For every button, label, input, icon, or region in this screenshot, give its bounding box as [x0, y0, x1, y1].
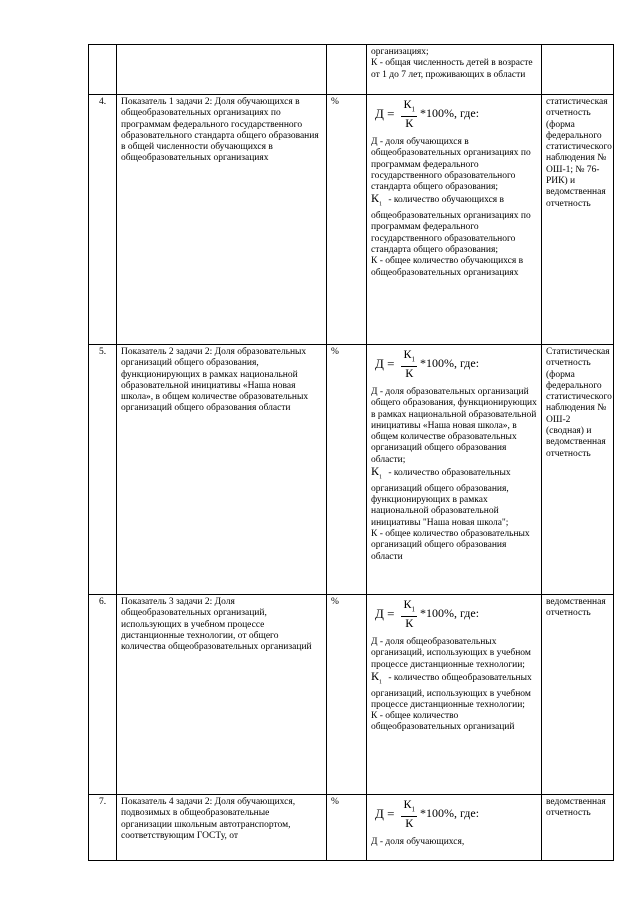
- formula-denominator: К: [405, 616, 414, 631]
- formula-fraction: [401, 598, 417, 630]
- formula-cell: [367, 795, 542, 861]
- formula-lhs: Д =: [375, 606, 395, 622]
- formula-denominator: К: [405, 116, 414, 131]
- table-row-5: [89, 345, 614, 595]
- cell-source: [542, 45, 614, 95]
- desc-d: Д - доля обучающихся,: [371, 837, 465, 847]
- formula-rest: *100%, где:: [419, 606, 480, 621]
- formula: [375, 97, 537, 131]
- k1-sub: 1: [379, 201, 383, 208]
- desc-d: Д - доля обучающихся в общеобразовательных организациях по программам федерального государственного образовательного стандарта общего образования;: [371, 137, 531, 193]
- formula-rest: *100%, где:: [419, 806, 480, 821]
- row-number: 5.: [89, 345, 117, 595]
- source-text: статистическая отчетность (форма федерального статистического наблюдения № ОШ-1; № 76-РИК) и ведомственная отчетность: [542, 95, 614, 345]
- formula-lhs: Д =: [375, 806, 395, 822]
- formula-cell: [367, 595, 542, 795]
- desc-d: Д - доля общеобразовательных организаций, использующих в учебном процессе дистанционные технологии;: [371, 637, 531, 670]
- formula-fraction: [401, 348, 417, 380]
- cell-unit: [327, 45, 367, 95]
- formula-cell: [367, 345, 542, 595]
- k1-letter: К: [371, 191, 380, 206]
- desc-k: К - общее количество общеобразовательных организаций: [371, 711, 515, 733]
- formula-numerator-sub: 1: [411, 355, 415, 364]
- formula-cell: [367, 95, 542, 345]
- table-row-4: [89, 95, 614, 345]
- table-row-6: [89, 595, 614, 795]
- desc-k1: - количество образовательных организаций общего образования, функционирующих в рамках национальной образовательной инициативы "Наша новая школа";: [371, 468, 511, 528]
- formula-denominator: К: [405, 816, 414, 831]
- formula-lhs: Д =: [375, 106, 395, 122]
- source-text: ведомственная отчетность: [542, 795, 614, 861]
- formula: [375, 797, 537, 831]
- k1-symbol: [371, 191, 383, 208]
- desc-k: К - общее количество обучающихся в общеобразовательных организациях: [371, 256, 524, 278]
- formula-rest: *100%, где:: [419, 106, 480, 121]
- desc-k1: - количество обучающихся в общеобразовательных организациях по программам федерального государственного образовательного стандарта общего образования;: [371, 195, 531, 256]
- indicators-table: [88, 44, 614, 861]
- formula-numerator: К: [403, 96, 412, 111]
- k1-letter: К: [371, 668, 380, 683]
- desc-d: Д - доля образовательных организаций общего образования, функционирующих в рамках национальной образовательной инициативы «Наша новая школа», в общем количестве образовательных организаций общего образования области;: [371, 387, 537, 465]
- unit-text: %: [327, 595, 367, 795]
- formula-numerator: К: [403, 596, 412, 611]
- k1-sub: 1: [379, 679, 383, 686]
- table-row-7: [89, 795, 614, 861]
- k1-letter: К: [371, 464, 380, 479]
- indicator-text: Показатель 2 задачи 2: Доля образовательных организаций общего образования, функционирующих в рамках национальной образовательной инициативы «Наша новая школа», в общем количестве образовательных организаций общего образования области: [117, 345, 327, 595]
- formula: [375, 347, 537, 381]
- source-text: ведомственная отчетность: [542, 595, 614, 795]
- indicator-text: Показатель 4 задачи 2: Доля обучающихся, подвозимых в общеобразовательные организации школьным автотранспортом, соответствующим ГОСТу, от: [117, 795, 327, 861]
- formula: [375, 597, 537, 631]
- k1-symbol: [371, 464, 383, 481]
- unit-text: %: [327, 345, 367, 595]
- unit-text: %: [327, 95, 367, 345]
- formula-lhs: Д =: [375, 356, 395, 372]
- indicator-text: Показатель 3 задачи 2: Доля общеобразовательных организаций, использующих в учебном процессе дистанционные технологии, от общего количества общеобразовательных организаций: [117, 595, 327, 795]
- desc-k1: - количество общеобразовательных организаций, использующих в учебном процессе дистанционные технологии;: [371, 672, 532, 710]
- indicator-text: Показатель 1 задачи 2: Доля обучающихся в общеобразовательных организациях по программам федерального государственного образовательного стандарта общего образования в общей численности обучающихся в общеобразовательных организациях: [117, 95, 327, 345]
- unit-text: %: [327, 795, 367, 861]
- formula-rest: *100%, где:: [419, 356, 480, 371]
- formula-numerator-sub: 1: [411, 605, 415, 614]
- formula-fraction: [401, 98, 417, 130]
- formula-fraction: [401, 798, 417, 830]
- k1-sub: 1: [379, 474, 383, 481]
- source-text: Статистическая отчетность (форма федерального статистического наблюдения № ОШ-2 (сводная) и ведомственная отчетность: [542, 345, 614, 595]
- cell-indicator: [117, 45, 327, 95]
- cell-num: [89, 45, 117, 95]
- formula-numerator: К: [403, 796, 412, 811]
- row-number: 7.: [89, 795, 117, 861]
- formula-numerator: К: [403, 346, 412, 361]
- formula-denominator: К: [405, 366, 414, 381]
- cell-formula: организациях; К - общая численность детей в возрасте от 1 до 7 лет, проживающих в области: [367, 45, 542, 95]
- formula-numerator-sub: 1: [411, 805, 415, 814]
- formula-numerator-sub: 1: [411, 105, 415, 114]
- row-number: 6.: [89, 595, 117, 795]
- row-number: 4.: [89, 95, 117, 345]
- table-row-continuation: [89, 45, 614, 95]
- desc-k: К - общее количество образовательных организаций общего образования области: [371, 528, 530, 562]
- k1-symbol: [371, 668, 383, 686]
